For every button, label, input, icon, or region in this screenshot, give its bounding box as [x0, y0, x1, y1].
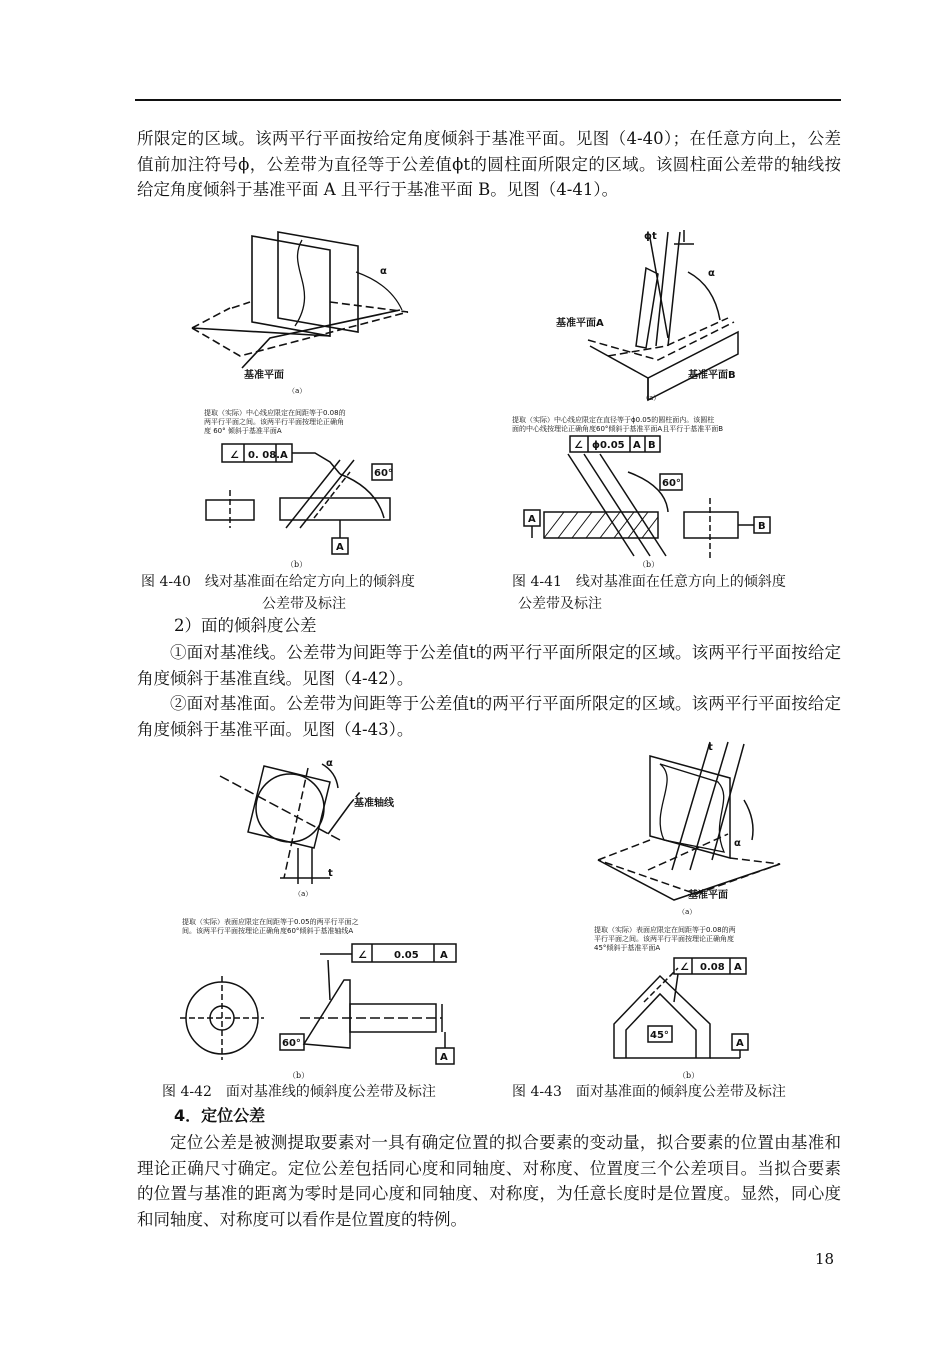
- fig42-caption: 图 4-42 面对基准线的倾斜度公差带及标注: [162, 1084, 436, 1100]
- figure-4-40: [190, 228, 420, 558]
- fig43-note-3: 45°倾斜于基准平面A: [594, 944, 661, 952]
- fig40-note-3: 度 60° 倾斜于基准平面A: [204, 427, 282, 435]
- fig43-note-1: 提取（实际）表面应限定在间距等于0.08的两: [594, 926, 736, 934]
- fig43-datum-box: A: [736, 1038, 744, 1049]
- fig40-frame-datum: A: [280, 450, 288, 461]
- fig40-frame-symbol: ∠: [230, 450, 239, 461]
- fig40-frame-value: 0. 08.: [248, 450, 280, 461]
- fig41-frame-symbol: ∠: [574, 440, 583, 451]
- fig41-angle-box: 60°: [662, 478, 681, 489]
- fig40-datum-label: 基准平面: [244, 370, 284, 381]
- fig43-note-2: 平行平面之间。该两平行平面按理论正确角度: [594, 935, 734, 943]
- fig43-frame-symbol: ∠: [680, 962, 689, 973]
- figure-4-40-drawing: [190, 228, 420, 558]
- fig43-datum-label: 基准平面: [688, 890, 728, 901]
- fig40-caption-2: 公差带及标注: [262, 596, 346, 612]
- fig41-datum-box-a: A: [528, 514, 536, 525]
- fig41-sub-b: （b）: [638, 560, 660, 569]
- fig41-note-2: 面的中心线按理论正确角度60°倾斜于基准平面A且平行于基准平面B: [512, 425, 723, 433]
- fig40-angle-box: 60°: [374, 468, 393, 479]
- fig41-frame-datum-a: A: [633, 440, 641, 451]
- fig40-sub-a: （a）: [288, 387, 307, 395]
- fig41-sub-a: （a）: [642, 394, 661, 402]
- fig40-note-2: 两平行平面之间。该两平行平面按理论正确角: [204, 418, 344, 426]
- fig43-alpha: α: [734, 838, 741, 849]
- paragraph-2-2: ②面对基准面。公差带为间距等于公差值t的两平行平面所限定的区域。该两平行平面按给定角度倾斜于基准平面。见图（4-43）。: [137, 694, 841, 739]
- fig42-sub-b: （b）: [288, 1071, 310, 1080]
- fig43-sub-a: （a）: [678, 908, 697, 916]
- figure-4-42-drawing: [180, 748, 470, 1078]
- paragraph-2-1: ①面对基准线。公差带为间距等于公差值t的两平行平面所限定的区域。该两平行平面按给定角度倾斜于基准直线。见图（4-42）。: [137, 643, 841, 688]
- fig42-frame-value: 0.05: [394, 950, 419, 961]
- fig41-caption-1: 图 4-41 线对基准面在任意方向上的倾斜度: [512, 574, 786, 590]
- fig41-datum-box-b: B: [758, 521, 766, 532]
- fig41-top-label: ϕt: [644, 231, 657, 242]
- fig42-sub-a: （a）: [294, 890, 313, 898]
- fig42-axis-label: 基准轴线: [354, 798, 394, 809]
- fig43-angle-box: 45°: [650, 1030, 669, 1041]
- page-number: 18: [815, 1250, 835, 1268]
- fig42-note-2: 间。该两平行平面按理论正确角度60°倾斜于基准轴线A: [182, 927, 354, 935]
- fig42-frame-datum: A: [440, 950, 448, 961]
- fig43-sub-b: （b）: [678, 1071, 700, 1080]
- fig42-t-label: t: [328, 868, 333, 879]
- intro-paragraph: 所限定的区域。该两平行平面按给定角度倾斜于基准平面。见图（4-40）；在任意方向上，公差值前加注符号ϕ，公差带为直径等于公差值ϕt的圆柱面所限定的区域。该圆柱面公差带的轴线按给定角度倾斜于基准平面 A 且平行于基准平面 B。见图（4-41）。: [137, 129, 841, 199]
- fig43-frame-value: 0.08: [700, 962, 725, 973]
- figure-4-42: [180, 748, 470, 1078]
- fig40-sub-b: （b）: [286, 560, 308, 569]
- fig41-datum-b-label: 基准平面B: [688, 370, 736, 381]
- fig42-note-1: 提取（实际）表面应限定在间距等于0.05的两平行平面之: [182, 918, 359, 926]
- fig40-datum-box: A: [336, 542, 344, 553]
- figure-4-43: [584, 740, 784, 1078]
- fig42-angle-box: 60°: [282, 1038, 301, 1049]
- fig42-alpha: α: [326, 758, 333, 769]
- fig43-frame-datum: A: [734, 962, 742, 973]
- section-heading-2: 2）面的倾斜度公差: [174, 616, 317, 635]
- figure-4-41-drawing: [508, 228, 808, 560]
- fig41-note-1: 提取（实际）中心线应限定在直径等于ϕ0.05的圆柱面内。该圆柱: [512, 416, 715, 424]
- paragraph-4: 定位公差是被测提取要素对一具有确定位置的拟合要素的变动量，拟合要素的位置由基准和理论正确尺寸确定。定位公差包括同心度和同轴度、对称度、位置度三个公差项目。当拟合要素的位置与基准的距离为零时是同心度和同轴度、对称度，为任意长度时是位置度。显然，同心度和同轴度、对称度可以看作是位置度的特例。: [137, 1133, 841, 1229]
- fig43-t-label: t: [708, 742, 713, 753]
- fig40-caption-1: 图 4-40 线对基准面在给定方向上的倾斜度: [141, 574, 415, 590]
- figure-4-41: [508, 228, 808, 560]
- fig41-caption-2: 公差带及标注: [518, 596, 602, 612]
- fig43-caption: 图 4-43 面对基准面的倾斜度公差带及标注: [512, 1084, 786, 1100]
- fig42-datum-box: A: [440, 1052, 448, 1063]
- fig40-alpha: α: [380, 266, 387, 277]
- figure-4-43-drawing: [584, 740, 784, 1078]
- header-rule: [135, 99, 841, 101]
- fig40-note-1: 提取（实际）中心线应限定在间距等于0.08的: [204, 409, 346, 417]
- fig41-frame-value: ϕ0.05: [592, 440, 625, 451]
- fig41-alpha: α: [708, 268, 715, 279]
- fig41-datum-a-label: 基准平面A: [556, 318, 604, 329]
- fig41-frame-datum-b: B: [648, 440, 656, 451]
- section-heading-4: 4．定位公差: [174, 1106, 266, 1125]
- fig42-frame-symbol: ∠: [358, 950, 367, 961]
